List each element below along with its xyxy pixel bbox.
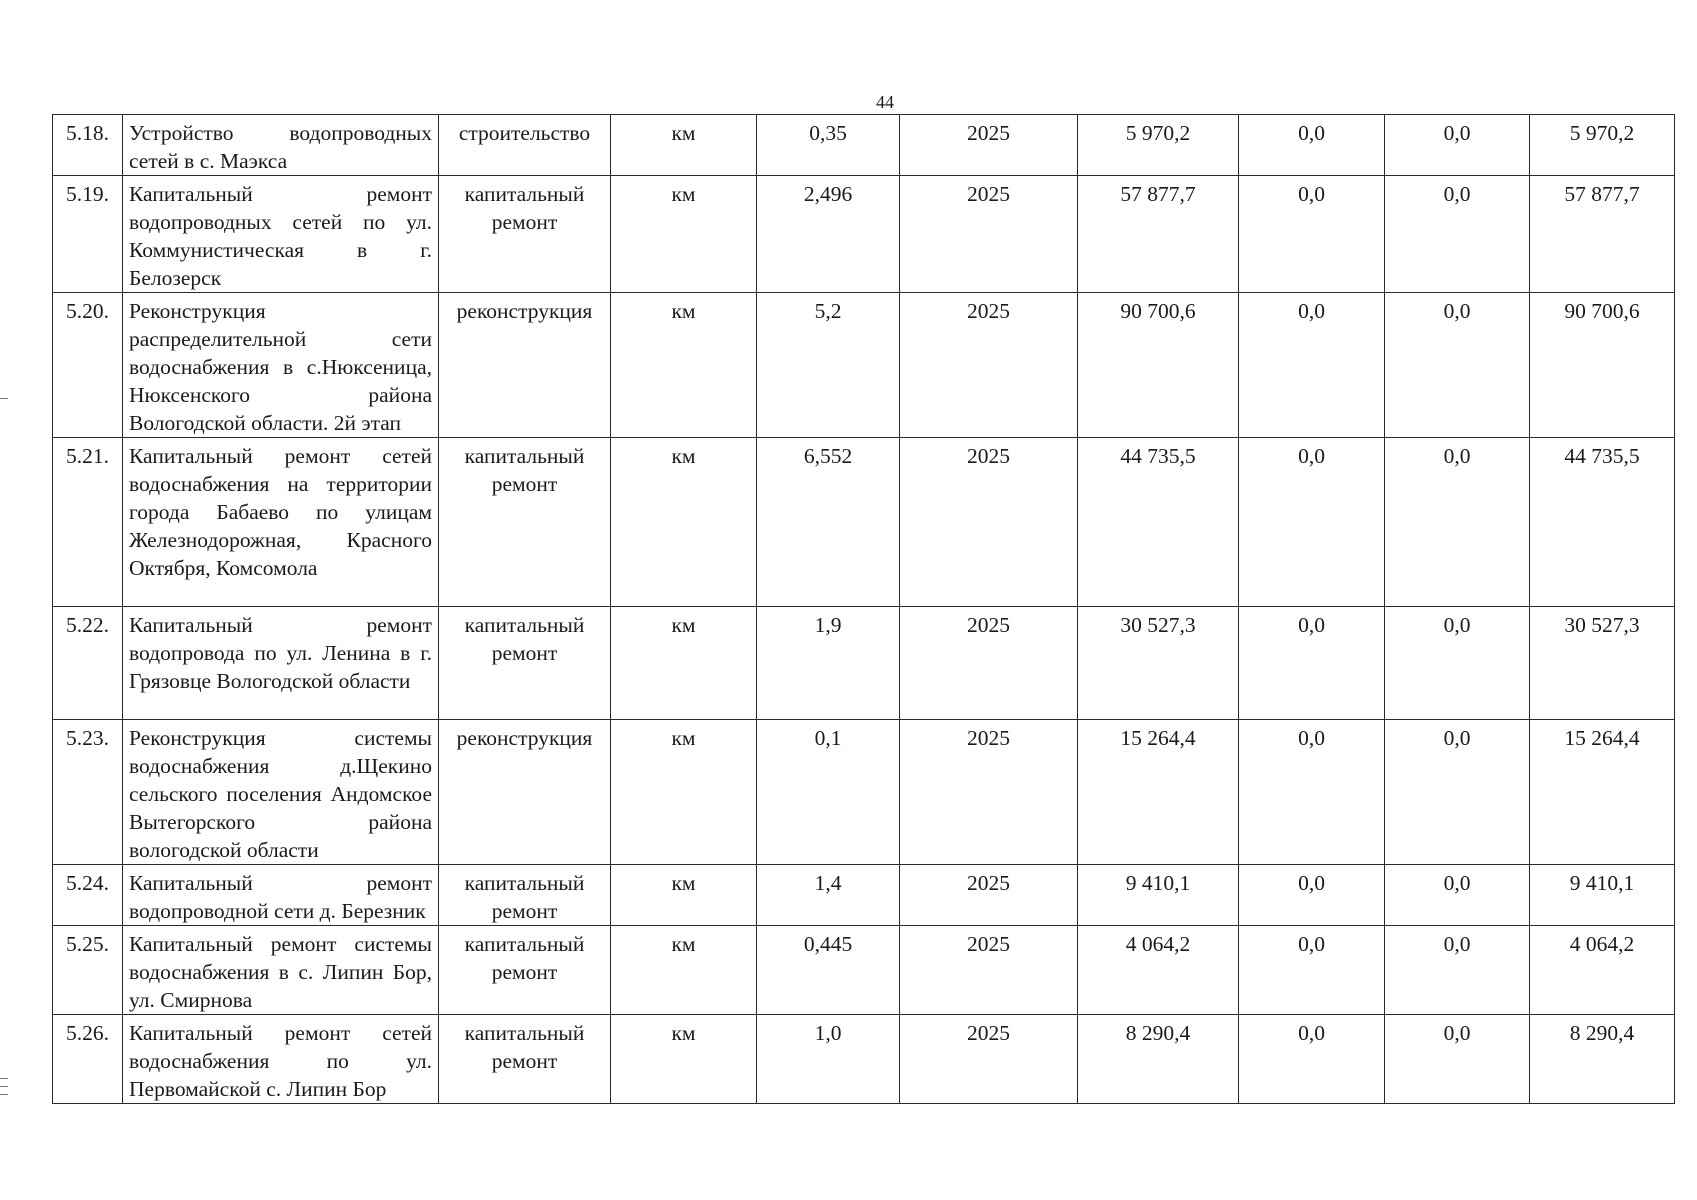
work-type-cell: капитальный ремонт bbox=[439, 926, 611, 1015]
year-cell: 2025 bbox=[900, 176, 1078, 293]
total-cost-cell: 90 700,6 bbox=[1078, 293, 1239, 438]
funding-source-2-cell: 0,0 bbox=[1385, 1015, 1530, 1104]
quantity-cell: 1,4 bbox=[757, 865, 900, 926]
row-number-cell: 5.25. bbox=[53, 926, 123, 1015]
work-name-cell: Реконструкция распределительной сети водоснабжения в с.Нюксеница, Нюксенского района Вологодской области. 2й этап bbox=[123, 293, 439, 438]
total-cost-cell: 44 735,5 bbox=[1078, 438, 1239, 607]
funding-source-1-cell: 0,0 bbox=[1239, 438, 1385, 607]
quantity-cell: 2,496 bbox=[757, 176, 900, 293]
quantity-cell: 0,35 bbox=[757, 115, 900, 176]
funding-sum-cell: 8 290,4 bbox=[1530, 1015, 1675, 1104]
table-row bbox=[53, 720, 1675, 865]
year-cell: 2025 bbox=[900, 720, 1078, 865]
funding-source-1-cell: 0,0 bbox=[1239, 176, 1385, 293]
work-type-cell: капитальный ремонт bbox=[439, 1015, 611, 1104]
year-cell: 2025 bbox=[900, 926, 1078, 1015]
table-row bbox=[53, 607, 1675, 720]
work-name-cell: Капитальный ремонт сетей водоснабжения на территории города Бабаево по улицам Железнодорожная, Красного Октября, Комсомола bbox=[123, 438, 439, 607]
work-type-cell: реконструкция bbox=[439, 720, 611, 865]
work-name-cell: Капитальный ремонт сетей водоснабжения по ул. Первомайской с. Липин Бор bbox=[123, 1015, 439, 1104]
row-number-cell: 5.23. bbox=[53, 720, 123, 865]
funding-sum-cell: 57 877,7 bbox=[1530, 176, 1675, 293]
work-name-cell: Капитальный ремонт водопровода по ул. Ленина в г. Грязовце Вологодской области bbox=[123, 607, 439, 720]
year-cell: 2025 bbox=[900, 607, 1078, 720]
quantity-cell: 1,0 bbox=[757, 1015, 900, 1104]
year-cell: 2025 bbox=[900, 293, 1078, 438]
work-name-cell: Устройство водопроводных сетей в с. Маэкса bbox=[123, 115, 439, 176]
funding-source-1-cell: 0,0 bbox=[1239, 865, 1385, 926]
funding-sum-cell: 9 410,1 bbox=[1530, 865, 1675, 926]
unit-cell: км bbox=[611, 720, 757, 865]
funding-sum-cell: 4 064,2 bbox=[1530, 926, 1675, 1015]
row-number-cell: 5.24. bbox=[53, 865, 123, 926]
total-cost-cell: 57 877,7 bbox=[1078, 176, 1239, 293]
table-row bbox=[53, 293, 1675, 438]
unit-cell: км bbox=[611, 865, 757, 926]
year-cell: 2025 bbox=[900, 1015, 1078, 1104]
row-number-cell: 5.19. bbox=[53, 176, 123, 293]
funding-source-2-cell: 0,0 bbox=[1385, 293, 1530, 438]
row-number-cell: 5.22. bbox=[53, 607, 123, 720]
work-name-cell: Капитальный ремонт системы водоснабжения в с. Липин Бор, ул. Смирнова bbox=[123, 926, 439, 1015]
quantity-cell: 0,445 bbox=[757, 926, 900, 1015]
funding-source-2-cell: 0,0 bbox=[1385, 438, 1530, 607]
work-type-cell: реконструкция bbox=[439, 293, 611, 438]
page-number: 44 bbox=[876, 92, 894, 112]
work-type-cell: строительство bbox=[439, 115, 611, 176]
quantity-cell: 0,1 bbox=[757, 720, 900, 865]
funding-source-2-cell: 0,0 bbox=[1385, 176, 1530, 293]
year-cell: 2025 bbox=[900, 865, 1078, 926]
funding-sum-cell: 44 735,5 bbox=[1530, 438, 1675, 607]
margin-mark bbox=[0, 1078, 8, 1079]
funding-source-1-cell: 0,0 bbox=[1239, 1015, 1385, 1104]
unit-cell: км bbox=[611, 293, 757, 438]
row-number-cell: 5.20. bbox=[53, 293, 123, 438]
row-number-cell: 5.26. bbox=[53, 1015, 123, 1104]
unit-cell: км bbox=[611, 1015, 757, 1104]
funding-sum-cell: 30 527,3 bbox=[1530, 607, 1675, 720]
quantity-cell: 5,2 bbox=[757, 293, 900, 438]
total-cost-cell: 4 064,2 bbox=[1078, 926, 1239, 1015]
quantity-cell: 1,9 bbox=[757, 607, 900, 720]
unit-cell: км bbox=[611, 607, 757, 720]
funding-sum-cell: 90 700,6 bbox=[1530, 293, 1675, 438]
table-row bbox=[53, 176, 1675, 293]
funding-source-1-cell: 0,0 bbox=[1239, 115, 1385, 176]
margin-mark bbox=[0, 1086, 8, 1087]
row-number-cell: 5.18. bbox=[53, 115, 123, 176]
table-row bbox=[53, 115, 1675, 176]
work-type-cell: капитальный ремонт bbox=[439, 176, 611, 293]
margin-mark bbox=[0, 398, 8, 399]
year-cell: 2025 bbox=[900, 115, 1078, 176]
funding-source-1-cell: 0,0 bbox=[1239, 926, 1385, 1015]
total-cost-cell: 5 970,2 bbox=[1078, 115, 1239, 176]
unit-cell: км bbox=[611, 176, 757, 293]
total-cost-cell: 9 410,1 bbox=[1078, 865, 1239, 926]
margin-mark bbox=[0, 1094, 8, 1095]
unit-cell: км bbox=[611, 926, 757, 1015]
total-cost-cell: 15 264,4 bbox=[1078, 720, 1239, 865]
funding-source-2-cell: 0,0 bbox=[1385, 607, 1530, 720]
work-name-cell: Капитальный ремонт водопроводных сетей по ул. Коммунистическая в г. Белозерск bbox=[123, 176, 439, 293]
work-type-cell: капитальный ремонт bbox=[439, 438, 611, 607]
row-number-cell: 5.21. bbox=[53, 438, 123, 607]
table-row bbox=[53, 1015, 1675, 1104]
work-name-cell: Реконструкция системы водоснабжения д.Щекино сельского поселения Андомское Вытегорского района вологодской области bbox=[123, 720, 439, 865]
total-cost-cell: 30 527,3 bbox=[1078, 607, 1239, 720]
funding-sum-cell: 5 970,2 bbox=[1530, 115, 1675, 176]
funding-source-1-cell: 0,0 bbox=[1239, 720, 1385, 865]
funding-source-2-cell: 0,0 bbox=[1385, 115, 1530, 176]
work-name-cell: Капитальный ремонт водопроводной сети д. Березник bbox=[123, 865, 439, 926]
table-row bbox=[53, 438, 1675, 607]
funding-sum-cell: 15 264,4 bbox=[1530, 720, 1675, 865]
unit-cell: км bbox=[611, 438, 757, 607]
funding-source-2-cell: 0,0 bbox=[1385, 865, 1530, 926]
funding-source-2-cell: 0,0 bbox=[1385, 720, 1530, 865]
table-row bbox=[53, 865, 1675, 926]
table-row bbox=[53, 926, 1675, 1015]
total-cost-cell: 8 290,4 bbox=[1078, 1015, 1239, 1104]
work-type-cell: капитальный ремонт bbox=[439, 865, 611, 926]
quantity-cell: 6,552 bbox=[757, 438, 900, 607]
funding-source-1-cell: 0,0 bbox=[1239, 607, 1385, 720]
year-cell: 2025 bbox=[900, 438, 1078, 607]
works-table bbox=[52, 114, 1675, 1104]
funding-source-2-cell: 0,0 bbox=[1385, 926, 1530, 1015]
work-type-cell: капитальный ремонт bbox=[439, 607, 611, 720]
unit-cell: км bbox=[611, 115, 757, 176]
funding-source-1-cell: 0,0 bbox=[1239, 293, 1385, 438]
